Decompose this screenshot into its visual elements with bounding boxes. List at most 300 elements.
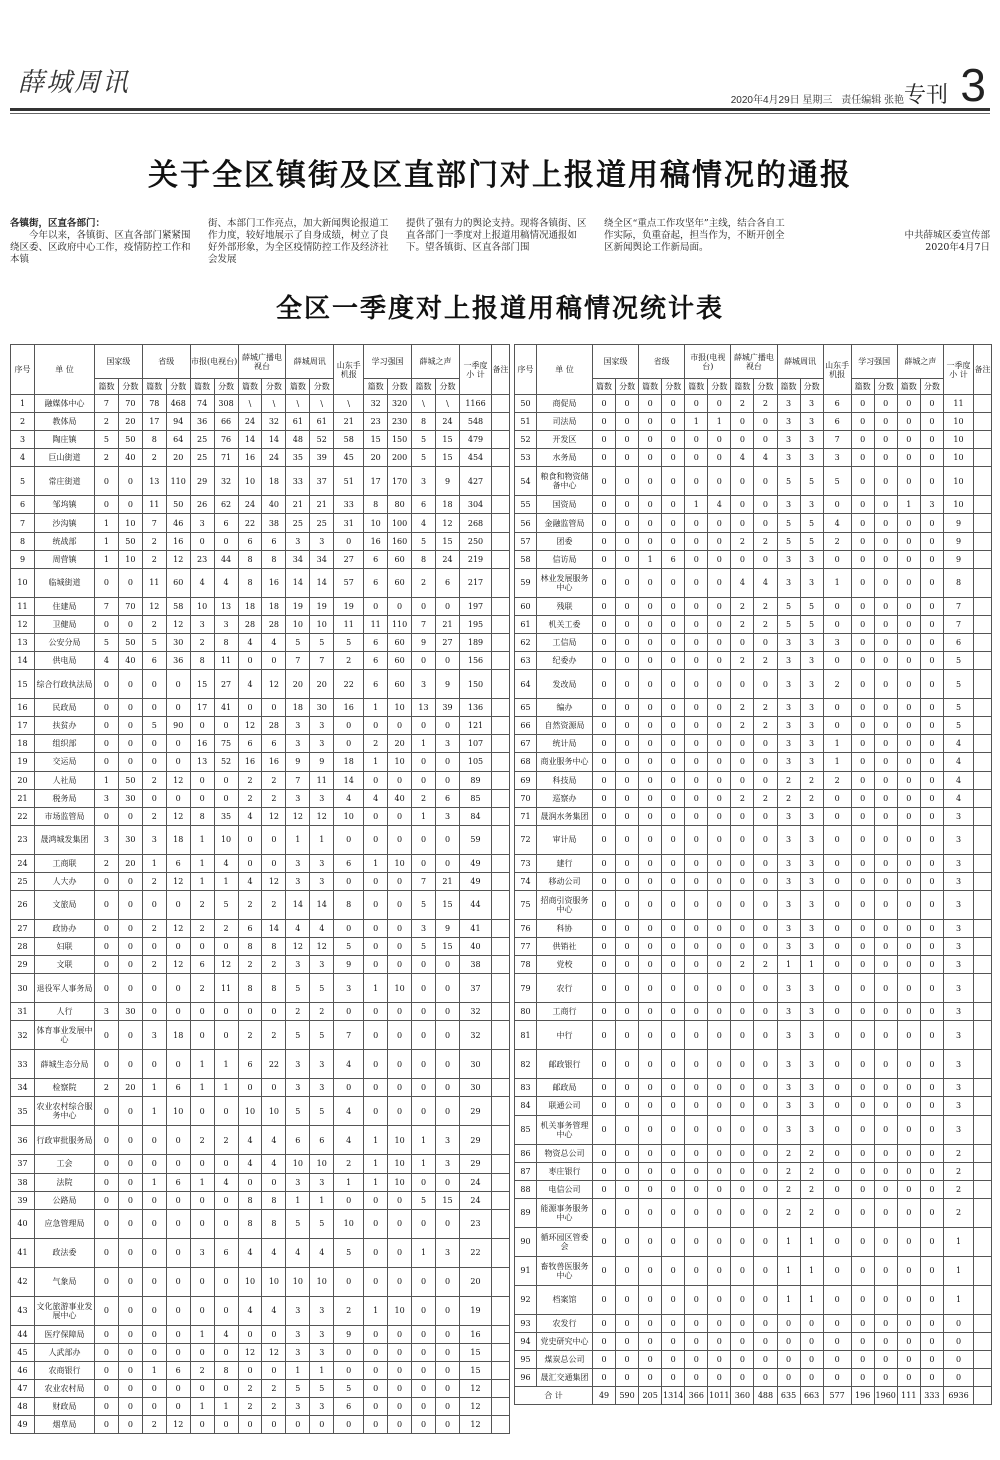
row-value: 0 (616, 974, 639, 1003)
row-value: 36 (166, 652, 190, 670)
row-value: 0 (238, 854, 262, 872)
row-value: 0 (685, 615, 708, 633)
stats-table-right (514, 344, 992, 1405)
row-value: 0 (142, 1209, 166, 1238)
row-unit: 晟鸿城发集团 (35, 825, 95, 854)
row-value: 30 (118, 1003, 142, 1021)
row-seq: 42 (11, 1267, 35, 1296)
row-value: 0 (593, 1115, 616, 1144)
row-value: 0 (920, 550, 943, 568)
row-value: 5 (310, 1021, 334, 1050)
row-seq: 82 (515, 1050, 537, 1079)
row-value: 0 (435, 1380, 459, 1398)
row-seq: 11 (11, 597, 35, 615)
row-value: 18 (262, 597, 286, 615)
row-value: 0 (593, 956, 616, 974)
row-value: 49 (460, 872, 492, 890)
row-value: 0 (412, 956, 436, 974)
row-value: 2 (334, 1296, 364, 1325)
row-value: 0 (639, 974, 662, 1003)
row-value: 0 (95, 1126, 119, 1155)
row-seq: 61 (515, 615, 537, 633)
header-rule (10, 108, 990, 111)
row-value: 0 (708, 597, 731, 615)
row-value: 15 (435, 431, 459, 449)
subheader-pieces: 篇数 (851, 379, 874, 395)
row-value: 0 (851, 974, 874, 1003)
row-value: 0 (593, 872, 616, 890)
row-value: 0 (593, 974, 616, 1003)
row-value: 2 (777, 789, 800, 807)
article-body (10, 218, 990, 265)
table-row (11, 807, 510, 825)
row-value: 3 (800, 1115, 823, 1144)
row-value: 5 (310, 1380, 334, 1398)
row-value: 0 (708, 1332, 731, 1350)
row-seq: 49 (11, 1416, 35, 1434)
row-note (492, 1296, 510, 1325)
row-value: 0 (731, 919, 754, 937)
table-row (515, 652, 992, 670)
row-value: 12 (166, 771, 190, 789)
table-row (11, 938, 510, 956)
row-value: 0 (920, 974, 943, 1003)
row-value: 0 (662, 597, 685, 615)
row-value: 0 (851, 1332, 874, 1350)
row-seq: 4 (11, 449, 35, 467)
row-value: \ (286, 395, 310, 413)
row-value: 2 (754, 789, 777, 807)
row-value: 8 (238, 568, 262, 597)
table-row (11, 1380, 510, 1398)
row-value: 0 (388, 1003, 412, 1021)
row-value: 0 (95, 1050, 119, 1079)
row-value: 0 (95, 1267, 119, 1296)
row-value: 3 (944, 807, 974, 825)
row-value: 4 (262, 1296, 286, 1325)
row-value: 0 (731, 872, 754, 890)
row-value: 12 (460, 1416, 492, 1434)
row-value: 0 (639, 1227, 662, 1256)
row-value: 0 (731, 1115, 754, 1144)
row-value: 0 (874, 825, 897, 854)
row-value: 0 (662, 1369, 685, 1387)
row-value: 10 (238, 467, 262, 496)
row-value: 5 (310, 974, 334, 1003)
row-note (974, 467, 992, 496)
row-value: 37 (460, 974, 492, 1003)
row-value: 0 (364, 597, 388, 615)
header-national: 国家级 (593, 345, 639, 379)
paragraph-3: 提供了强有力的舆论支持。现将各镇街、区直各部门一季度对上报道用稿情况通报如下。望各镇街、区直各部门围 (406, 218, 587, 253)
header-guangbo: 薛城广播电视台 (731, 345, 777, 379)
row-value: 3 (800, 568, 823, 597)
table-row (11, 1416, 510, 1434)
row-value: 1 (823, 753, 851, 771)
row-value: 0 (388, 1361, 412, 1379)
row-value: 0 (95, 956, 119, 974)
row-value: 0 (95, 1343, 119, 1361)
row-value: 0 (616, 699, 639, 717)
row-value: 4 (95, 652, 119, 670)
row-value: 0 (823, 890, 851, 919)
row-value: 39 (310, 449, 334, 467)
row-value: 0 (823, 496, 851, 514)
row-value: 5 (412, 1191, 436, 1209)
row-value: 0 (754, 872, 777, 890)
newspaper-logo: 薛城周讯 (18, 68, 131, 98)
row-value: 0 (593, 633, 616, 651)
row-value: 0 (851, 550, 874, 568)
row-value: 6 (214, 514, 238, 532)
row-note (974, 514, 992, 532)
row-value: 1 (364, 1126, 388, 1155)
row-value: 3 (800, 496, 823, 514)
row-value: 12 (166, 615, 190, 633)
row-value: 41 (214, 699, 238, 717)
row-value: 0 (920, 395, 943, 413)
row-value: 0 (639, 938, 662, 956)
row-value: 0 (118, 872, 142, 890)
issue-info (725, 91, 904, 106)
row-value: 0 (593, 597, 616, 615)
row-unit: 工信局 (537, 633, 593, 651)
row-value: 0 (851, 1050, 874, 1079)
row-unit: 融媒体中心 (35, 395, 95, 413)
row-note (974, 1115, 992, 1144)
row-value: 0 (731, 1369, 754, 1387)
row-value: 0 (616, 1332, 639, 1350)
row-value: 3 (214, 615, 238, 633)
row-value: 18 (286, 699, 310, 717)
row-value: 0 (920, 1180, 943, 1198)
row-value: 1 (364, 854, 388, 872)
row-value: 18 (166, 825, 190, 854)
row-value: 2 (142, 919, 166, 937)
row-value: 0 (334, 1191, 364, 1209)
row-note (492, 1343, 510, 1361)
row-value: 0 (731, 1162, 754, 1180)
row-value: 0 (95, 1155, 119, 1173)
row-value: 0 (897, 1198, 920, 1227)
row-value: 0 (685, 1097, 708, 1115)
row-value: 15 (435, 449, 459, 467)
row-value: 0 (142, 1126, 166, 1155)
row-value: 0 (823, 1162, 851, 1180)
header-shouji: 山东手机报 (823, 345, 851, 395)
row-value: 0 (897, 717, 920, 735)
row-value: 110 (388, 615, 412, 633)
row-value: 0 (262, 1325, 286, 1343)
row-value: 0 (874, 1097, 897, 1115)
row-value: 10 (262, 1097, 286, 1126)
row-value: 0 (616, 496, 639, 514)
row-value: 3 (310, 789, 334, 807)
row-value: 0 (823, 938, 851, 956)
row-value: 4 (238, 670, 262, 699)
header-unit: 单 位 (537, 345, 593, 395)
row-value: 0 (190, 1296, 214, 1325)
table-row (11, 395, 510, 413)
row-value: 0 (685, 1144, 708, 1162)
row-unit: 国资局 (537, 496, 593, 514)
table-header (11, 345, 510, 395)
subheader-points: 分数 (800, 379, 823, 395)
row-unit: 畜牧兽医服务中心 (537, 1256, 593, 1285)
row-value: 0 (920, 807, 943, 825)
row-value: 0 (593, 1227, 616, 1256)
row-value: 0 (662, 467, 685, 496)
row-value: 5 (944, 717, 974, 735)
row-value: 2 (754, 717, 777, 735)
row-value: 0 (851, 467, 874, 496)
row-value: 2 (731, 615, 754, 633)
subheader-points: 分数 (388, 379, 412, 395)
row-value: 0 (238, 652, 262, 670)
row-value: 0 (616, 717, 639, 735)
row-value: 1 (800, 1256, 823, 1285)
row-value: 10 (310, 1267, 334, 1296)
row-value: 0 (685, 789, 708, 807)
row-value: 0 (685, 717, 708, 735)
row-value: 12 (166, 919, 190, 937)
row-unit: 林业发展服务中心 (537, 568, 593, 597)
row-value: 3 (800, 1079, 823, 1097)
row-value: 200 (388, 449, 412, 467)
header-unit: 单 位 (35, 345, 95, 395)
row-value: 10 (334, 1209, 364, 1238)
row-value: 0 (754, 854, 777, 872)
row-value: 1 (142, 1097, 166, 1126)
table-row (515, 789, 992, 807)
row-seq: 17 (11, 717, 35, 735)
row-value: 0 (639, 1332, 662, 1350)
row-value: 0 (593, 431, 616, 449)
row-value: 0 (412, 1267, 436, 1296)
row-value: 20 (310, 670, 334, 699)
row-value: 6 (166, 854, 190, 872)
row-value: 0 (616, 1003, 639, 1021)
row-unit: 体育事业发展中心 (35, 1021, 95, 1050)
row-value: 9 (334, 956, 364, 974)
row-value: 1 (412, 1155, 436, 1173)
row-value: 0 (685, 1180, 708, 1198)
row-value: 0 (897, 615, 920, 633)
row-value: 0 (897, 807, 920, 825)
row-value: 9 (944, 550, 974, 568)
row-value: 0 (823, 550, 851, 568)
row-value: 0 (262, 1416, 286, 1434)
header-zhouxun: 薛城周讯 (286, 345, 334, 379)
row-value: 0 (685, 652, 708, 670)
row-value: 50 (118, 532, 142, 550)
row-value: 0 (754, 1097, 777, 1115)
row-unit: 工商行 (537, 1003, 593, 1021)
row-value: 0 (731, 550, 754, 568)
row-value: 10 (118, 550, 142, 568)
row-value: 0 (754, 670, 777, 699)
row-value: 0 (190, 1155, 214, 1173)
page-number: 3 (960, 59, 986, 111)
row-note (974, 919, 992, 937)
paragraph-2: 街、本部门工作亮点，加大新闻舆论报道工作力度，较好地展示了自身成绩，树立了良好外部形象，为全区疫情防控工作及经济社会发展 (208, 218, 389, 265)
row-value: 0 (412, 1050, 436, 1079)
row-value: 6 (238, 532, 262, 550)
row-value: 18 (435, 496, 459, 514)
row-value: 0 (920, 1097, 943, 1115)
row-seq: 28 (11, 938, 35, 956)
row-value: 0 (708, 1227, 731, 1256)
row-note (492, 550, 510, 568)
row-value: 3 (334, 974, 364, 1003)
row-note (974, 670, 992, 699)
row-value: 0 (142, 1343, 166, 1361)
row-value: 3 (777, 568, 800, 597)
row-value: 0 (920, 890, 943, 919)
row-value: 0 (95, 872, 119, 890)
article-col-1 (10, 218, 195, 266)
row-value: 0 (897, 1144, 920, 1162)
row-note (492, 956, 510, 974)
row-value: 3 (95, 825, 119, 854)
table-row (515, 735, 992, 753)
row-value: 14 (334, 771, 364, 789)
row-value: 52 (214, 753, 238, 771)
row-value: 11 (944, 395, 974, 413)
row-value: 0 (874, 974, 897, 1003)
row-note (974, 496, 992, 514)
row-value: 1 (364, 699, 388, 717)
row-value: 7 (95, 395, 119, 413)
row-value: 0 (823, 699, 851, 717)
row-value: 0 (754, 1021, 777, 1050)
row-value: 195 (460, 615, 492, 633)
table-row (11, 1361, 510, 1379)
row-unit: 退役军人事务局 (35, 974, 95, 1003)
row-value: 0 (662, 789, 685, 807)
row-value: 4 (334, 1126, 364, 1155)
table-row (11, 1398, 510, 1416)
row-value: 0 (662, 1332, 685, 1350)
row-value: 20 (118, 413, 142, 431)
row-unit: 商业服务中心 (537, 753, 593, 771)
row-value: 4 (262, 633, 286, 651)
row-value: 0 (616, 467, 639, 496)
row-seq: 86 (515, 1144, 537, 1162)
header-province: 省级 (639, 345, 685, 379)
row-value: 1 (777, 956, 800, 974)
table-row (11, 956, 510, 974)
row-value: 2 (142, 550, 166, 568)
row-value: 0 (874, 1314, 897, 1332)
row-value: 0 (920, 735, 943, 753)
row-value: 0 (731, 1256, 754, 1285)
row-value: 0 (95, 1380, 119, 1398)
row-value: 26 (190, 496, 214, 514)
row-value: 16 (364, 532, 388, 550)
row-note (974, 413, 992, 431)
row-value: 320 (388, 395, 412, 413)
row-unit: 人武部办 (35, 1343, 95, 1361)
row-value: 0 (639, 1369, 662, 1387)
row-value: 0 (662, 514, 685, 532)
row-value: 0 (214, 1003, 238, 1021)
row-value: 0 (874, 735, 897, 753)
row-note (492, 652, 510, 670)
table-row (11, 890, 510, 919)
row-value: 10 (388, 974, 412, 1003)
table-row (515, 1003, 992, 1021)
row-value: 0 (388, 1079, 412, 1097)
row-value: 3 (310, 1343, 334, 1361)
row-value: 0 (616, 670, 639, 699)
row-value: 10 (238, 1097, 262, 1126)
row-value: 0 (823, 974, 851, 1003)
row-value: 0 (897, 514, 920, 532)
row-value: 0 (851, 1369, 874, 1387)
table-row (11, 1191, 510, 1209)
row-value: 20 (286, 670, 310, 699)
row-value: 5 (823, 467, 851, 496)
row-value: 5 (777, 532, 800, 550)
row-value: 19 (310, 597, 334, 615)
row-value: 3 (800, 825, 823, 854)
totals-label: 合 计 (515, 1387, 593, 1405)
row-unit: 妇联 (35, 938, 95, 956)
row-value: 0 (388, 1380, 412, 1398)
row-value: 0 (616, 532, 639, 550)
subheader-pieces: 篇数 (190, 379, 214, 395)
row-value: 35 (286, 449, 310, 467)
row-value: 0 (708, 890, 731, 919)
row-value: 0 (190, 1191, 214, 1209)
row-value: 12 (460, 1380, 492, 1398)
row-value: 0 (823, 919, 851, 937)
row-value: 38 (262, 514, 286, 532)
row-value: 5 (286, 1021, 310, 1050)
row-seq: 88 (515, 1180, 537, 1198)
row-value: 0 (708, 717, 731, 735)
row-note (974, 449, 992, 467)
row-value: 2 (95, 1079, 119, 1097)
row-value: 0 (897, 1332, 920, 1350)
row-value: 0 (118, 1343, 142, 1361)
row-value: 3 (95, 789, 119, 807)
row-value: 7 (412, 872, 436, 890)
row-value: 0 (777, 1332, 800, 1350)
row-note (974, 872, 992, 890)
row-value: 0 (118, 1155, 142, 1173)
table-row (11, 431, 510, 449)
row-value: 150 (388, 431, 412, 449)
row-value: 0 (823, 1227, 851, 1256)
row-value: 0 (118, 974, 142, 1003)
row-value: 0 (874, 789, 897, 807)
row-value: 0 (142, 1238, 166, 1267)
row-value: 4 (708, 496, 731, 514)
row-value: 3 (800, 1021, 823, 1050)
row-note (492, 1079, 510, 1097)
totals-value: 1011 (708, 1387, 731, 1405)
row-value: 2 (190, 1361, 214, 1379)
row-value: 0 (166, 699, 190, 717)
row-value: 0 (639, 825, 662, 854)
row-seq: 44 (11, 1325, 35, 1343)
row-value: 15 (435, 532, 459, 550)
row-seq: 41 (11, 1238, 35, 1267)
header-note: 备注 (492, 345, 510, 395)
row-value: 0 (435, 1416, 459, 1434)
